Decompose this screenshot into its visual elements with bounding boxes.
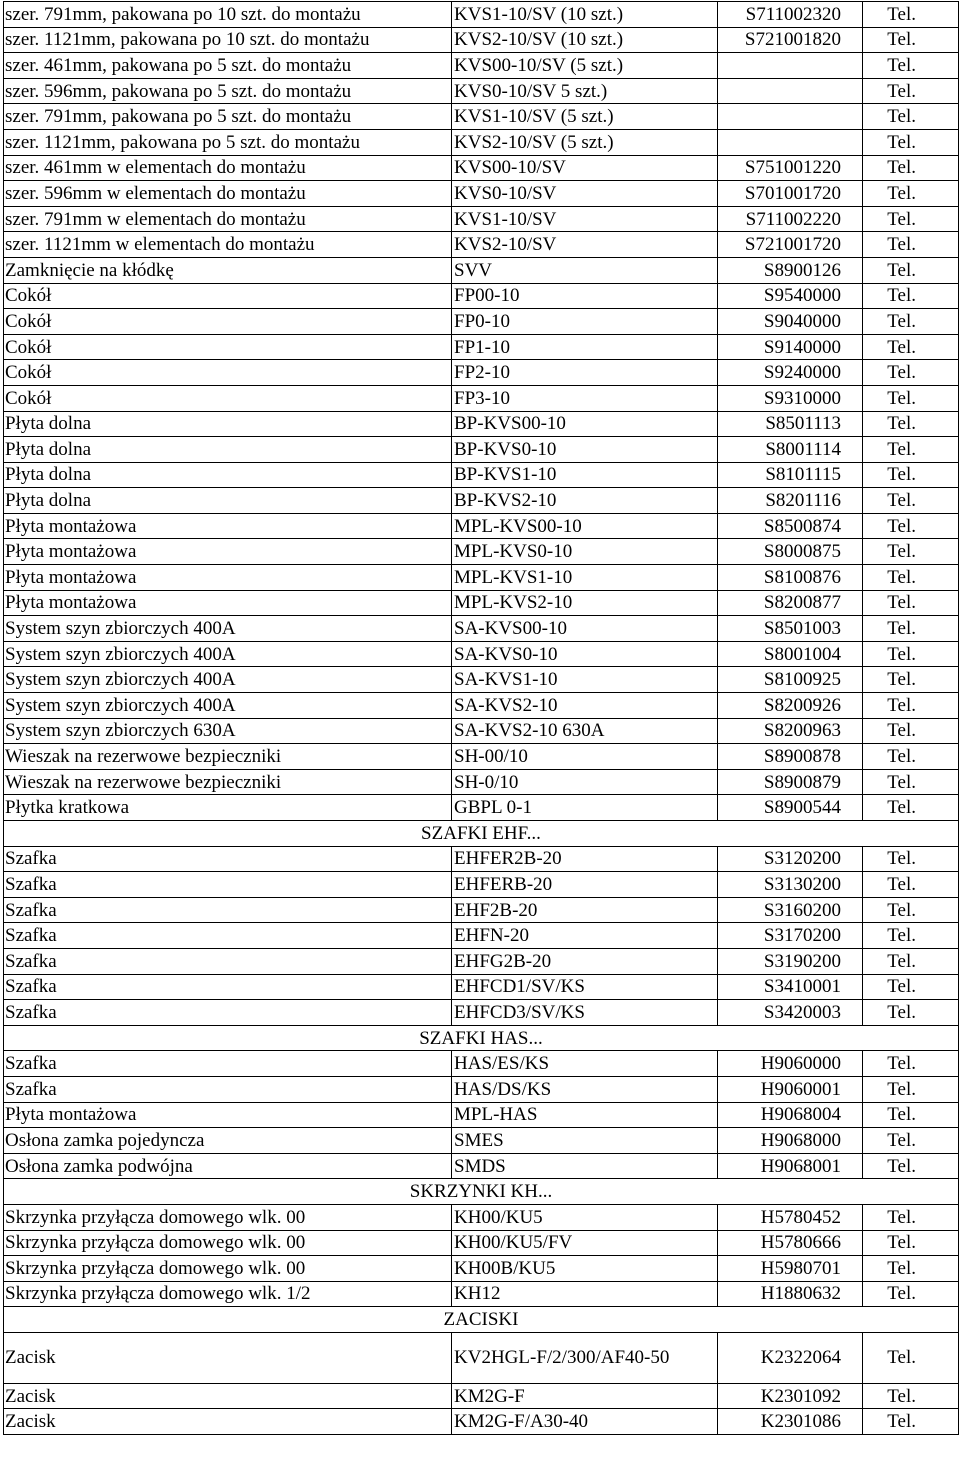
model-number-cell: FP2-10 xyxy=(452,360,718,386)
table-row xyxy=(4,27,959,53)
section-title: SKRZYNKI KH... xyxy=(4,1179,959,1205)
product-description-cell: Cokół xyxy=(4,334,452,360)
price-cell: Tel. xyxy=(863,1409,959,1435)
price-cell: Tel. xyxy=(863,769,959,795)
table-row xyxy=(4,53,959,79)
table-row xyxy=(4,923,959,949)
price-cell: Tel. xyxy=(863,1281,959,1307)
price-cell: Tel. xyxy=(863,206,959,232)
price-cell: Tel. xyxy=(863,155,959,181)
price-cell: Tel. xyxy=(863,283,959,309)
model-number-cell: SH-0/10 xyxy=(452,769,718,795)
model-number-cell: EHF2B-20 xyxy=(452,897,718,923)
table-row xyxy=(4,718,959,744)
article-code-cell: S3120200 xyxy=(718,846,863,872)
table-row xyxy=(4,897,959,923)
model-number-cell: SA-KVS2-10 630A xyxy=(452,718,718,744)
product-description-cell: Szafka xyxy=(4,1076,452,1102)
model-number-cell: SA-KVS2-10 xyxy=(452,693,718,719)
product-description-cell: Szafka xyxy=(4,1000,452,1026)
model-number-cell: KVS00-10/SV xyxy=(452,155,718,181)
table-row xyxy=(4,846,959,872)
model-number-cell: FP3-10 xyxy=(452,385,718,411)
price-cell: Tel. xyxy=(863,1153,959,1179)
product-description-cell: Osłona zamka pojedyncza xyxy=(4,1128,452,1154)
product-description-cell: Cokół xyxy=(4,385,452,411)
price-cell: Tel. xyxy=(863,872,959,898)
model-number-cell: GBPL 0-1 xyxy=(452,795,718,821)
price-cell: Tel. xyxy=(863,1000,959,1026)
table-row xyxy=(4,232,959,258)
article-code-cell: H5780452 xyxy=(718,1204,863,1230)
article-code-cell: S721001720 xyxy=(718,232,863,258)
model-number-cell: BP-KVS2-10 xyxy=(452,488,718,514)
model-number-cell: EHFERB-20 xyxy=(452,872,718,898)
product-description-cell: System szyn zbiorczych 400A xyxy=(4,616,452,642)
price-cell: Tel. xyxy=(863,437,959,463)
product-description-cell: szer. 791mm, pakowana po 5 szt. do montażu xyxy=(4,104,452,130)
product-description-cell: Szafka xyxy=(4,897,452,923)
model-number-cell: EHFN-20 xyxy=(452,923,718,949)
product-description-cell: Skrzynka przyłącza domowego wlk. 00 xyxy=(4,1204,452,1230)
table-row xyxy=(4,565,959,591)
model-number-cell: EHFCD3/SV/KS xyxy=(452,1000,718,1026)
article-code-cell: H9060000 xyxy=(718,1051,863,1077)
product-description-cell: Płyta dolna xyxy=(4,462,452,488)
model-number-cell: SA-KVS00-10 xyxy=(452,616,718,642)
article-code-cell: S8900878 xyxy=(718,744,863,770)
product-description-cell: Skrzynka przyłącza domowego wlk. 00 xyxy=(4,1256,452,1282)
article-code-cell: S8100876 xyxy=(718,565,863,591)
article-code-cell: S8200877 xyxy=(718,590,863,616)
model-number-cell: FP00-10 xyxy=(452,283,718,309)
article-code-cell: K2301092 xyxy=(718,1383,863,1409)
price-cell: Tel. xyxy=(863,718,959,744)
model-number-cell: KM2G-F/A30-40 xyxy=(452,1409,718,1435)
model-number-cell: MPL-KVS0-10 xyxy=(452,539,718,565)
table-row xyxy=(4,539,959,565)
model-number-cell: BP-KVS0-10 xyxy=(452,437,718,463)
table-row xyxy=(4,744,959,770)
table-row xyxy=(4,1128,959,1154)
model-number-cell: MPL-KVS2-10 xyxy=(452,590,718,616)
product-description-cell: Zamknięcie na kłódkę xyxy=(4,257,452,283)
model-number-cell: SMDS xyxy=(452,1153,718,1179)
section-title: SZAFKI HAS... xyxy=(4,1025,959,1051)
product-description-cell: Płyta dolna xyxy=(4,437,452,463)
model-number-cell: KVS00-10/SV (5 szt.) xyxy=(452,53,718,79)
model-number-cell: FP0-10 xyxy=(452,309,718,335)
table-row xyxy=(4,411,959,437)
article-code-cell: S8200963 xyxy=(718,718,863,744)
table-row xyxy=(4,616,959,642)
model-number-cell: KVS1-10/SV xyxy=(452,206,718,232)
model-number-cell: KVS2-10/SV xyxy=(452,232,718,258)
article-code-cell: S3130200 xyxy=(718,872,863,898)
product-description-cell: szer. 461mm, pakowana po 5 szt. do montażu xyxy=(4,53,452,79)
model-number-cell: KVS1-10/SV (5 szt.) xyxy=(452,104,718,130)
price-cell: Tel. xyxy=(863,795,959,821)
product-description-cell: Płytka kratkowa xyxy=(4,795,452,821)
price-cell: Tel. xyxy=(863,309,959,335)
model-number-cell: KH00B/KU5 xyxy=(452,1256,718,1282)
product-description-cell: Płyta montażowa xyxy=(4,565,452,591)
table-row xyxy=(4,1332,959,1383)
section-title: ZACISKI xyxy=(4,1307,959,1333)
model-number-cell: KH00/KU5 xyxy=(452,1204,718,1230)
model-number-cell: KVS1-10/SV (10 szt.) xyxy=(452,2,718,28)
price-cell: Tel. xyxy=(863,181,959,207)
price-cell: Tel. xyxy=(863,1383,959,1409)
price-cell: Tel. xyxy=(863,129,959,155)
model-number-cell: KH00/KU5/FV xyxy=(452,1230,718,1256)
article-code-cell: H9060001 xyxy=(718,1076,863,1102)
table-row xyxy=(4,795,959,821)
price-cell: Tel. xyxy=(863,513,959,539)
article-code-cell: S9240000 xyxy=(718,360,863,386)
table-row xyxy=(4,1076,959,1102)
table-row xyxy=(4,641,959,667)
price-cell: Tel. xyxy=(863,667,959,693)
table-row xyxy=(4,1230,959,1256)
product-description-cell: Szafka xyxy=(4,1051,452,1077)
table-row xyxy=(4,1409,959,1435)
article-code-cell: S8101115 xyxy=(718,462,863,488)
product-description-cell: Wieszak na rezerwowe bezpieczniki xyxy=(4,744,452,770)
product-description-cell: Szafka xyxy=(4,974,452,1000)
price-cell: Tel. xyxy=(863,462,959,488)
product-description-cell: szer. 791mm w elementach do montażu xyxy=(4,206,452,232)
price-cell: Tel. xyxy=(863,1230,959,1256)
table-row xyxy=(4,257,959,283)
price-cell: Tel. xyxy=(863,923,959,949)
price-cell: Tel. xyxy=(863,232,959,258)
price-cell: Tel. xyxy=(863,385,959,411)
model-number-cell: KVS2-10/SV (5 szt.) xyxy=(452,129,718,155)
table-row xyxy=(4,1153,959,1179)
price-cell: Tel. xyxy=(863,1076,959,1102)
article-code-cell: S9540000 xyxy=(718,283,863,309)
table-row xyxy=(4,437,959,463)
model-number-cell: MPL-KVS00-10 xyxy=(452,513,718,539)
table-row xyxy=(4,590,959,616)
table-row xyxy=(4,1281,959,1307)
price-cell: Tel. xyxy=(863,1051,959,1077)
table-row xyxy=(4,78,959,104)
product-description-cell: Szafka xyxy=(4,872,452,898)
table-row xyxy=(4,1383,959,1409)
table-row xyxy=(4,974,959,1000)
model-number-cell: KVS0-10/SV xyxy=(452,181,718,207)
article-code-cell: S8501003 xyxy=(718,616,863,642)
article-code-cell: S8001004 xyxy=(718,641,863,667)
article-code-cell: S751001220 xyxy=(718,155,863,181)
article-code-cell: H5780666 xyxy=(718,1230,863,1256)
price-cell: Tel. xyxy=(863,565,959,591)
price-cell: Tel. xyxy=(863,539,959,565)
product-description-cell: Płyta montażowa xyxy=(4,539,452,565)
product-description-cell: Szafka xyxy=(4,846,452,872)
table-row xyxy=(4,667,959,693)
table-row xyxy=(4,309,959,335)
price-cell: Tel. xyxy=(863,948,959,974)
price-cell: Tel. xyxy=(863,590,959,616)
product-description-cell: szer. 596mm w elementach do montażu xyxy=(4,181,452,207)
price-cell: Tel. xyxy=(863,616,959,642)
product-description-cell: System szyn zbiorczych 400A xyxy=(4,693,452,719)
price-cell: Tel. xyxy=(863,1128,959,1154)
price-cell: Tel. xyxy=(863,257,959,283)
article-code-cell: H9068001 xyxy=(718,1153,863,1179)
model-number-cell: FP1-10 xyxy=(452,334,718,360)
article-code-cell: S3410001 xyxy=(718,974,863,1000)
article-code-cell xyxy=(718,53,863,79)
product-description-cell: Zacisk xyxy=(4,1409,452,1435)
article-code-cell: S8200926 xyxy=(718,693,863,719)
price-cell: Tel. xyxy=(863,846,959,872)
article-code-cell: S8201116 xyxy=(718,488,863,514)
table-row xyxy=(4,104,959,130)
article-code-cell: S8001114 xyxy=(718,437,863,463)
article-code-cell: S3420003 xyxy=(718,1000,863,1026)
price-cell: Tel. xyxy=(863,641,959,667)
price-list-table xyxy=(3,1,959,1435)
model-number-cell: SA-KVS1-10 xyxy=(452,667,718,693)
article-code-cell: S3190200 xyxy=(718,948,863,974)
article-code-cell: S8000875 xyxy=(718,539,863,565)
table-row xyxy=(4,1256,959,1282)
model-number-cell: HAS/DS/KS xyxy=(452,1076,718,1102)
table-row xyxy=(4,1204,959,1230)
product-description-cell: System szyn zbiorczych 630A xyxy=(4,718,452,744)
section-header-row xyxy=(4,821,959,847)
model-number-cell: SVV xyxy=(452,257,718,283)
article-code-cell xyxy=(718,129,863,155)
table-row xyxy=(4,769,959,795)
product-description-cell: Cokół xyxy=(4,283,452,309)
article-code-cell: S8900126 xyxy=(718,257,863,283)
article-code-cell: K2322064 xyxy=(718,1332,863,1383)
table-row xyxy=(4,283,959,309)
article-code-cell: H9068000 xyxy=(718,1128,863,1154)
product-description-cell: System szyn zbiorczych 400A xyxy=(4,641,452,667)
model-number-cell: BP-KVS1-10 xyxy=(452,462,718,488)
product-description-cell: Szafka xyxy=(4,923,452,949)
model-number-cell: SA-KVS0-10 xyxy=(452,641,718,667)
table-row xyxy=(4,1051,959,1077)
table-row xyxy=(4,2,959,28)
article-code-cell: H5980701 xyxy=(718,1256,863,1282)
product-description-cell: System szyn zbiorczych 400A xyxy=(4,667,452,693)
article-code-cell: S711002320 xyxy=(718,2,863,28)
price-cell: Tel. xyxy=(863,897,959,923)
product-description-cell: Płyta montażowa xyxy=(4,590,452,616)
price-cell: Tel. xyxy=(863,1204,959,1230)
model-number-cell: EHFER2B-20 xyxy=(452,846,718,872)
product-description-cell: Cokół xyxy=(4,309,452,335)
section-header-row xyxy=(4,1307,959,1333)
model-number-cell: BP-KVS00-10 xyxy=(452,411,718,437)
product-description-cell: szer. 596mm, pakowana po 5 szt. do montażu xyxy=(4,78,452,104)
table-row xyxy=(4,693,959,719)
product-description-cell: Płyta montażowa xyxy=(4,1102,452,1128)
model-number-cell: HAS/ES/KS xyxy=(452,1051,718,1077)
product-description-cell: Zacisk xyxy=(4,1383,452,1409)
table-row xyxy=(4,513,959,539)
product-description-cell: szer. 791mm, pakowana po 10 szt. do montażu xyxy=(4,2,452,28)
price-cell: Tel. xyxy=(863,488,959,514)
article-code-cell xyxy=(718,104,863,130)
price-cell: Tel. xyxy=(863,334,959,360)
product-description-cell: Skrzynka przyłącza domowego wlk. 1/2 xyxy=(4,1281,452,1307)
price-cell: Tel. xyxy=(863,1256,959,1282)
product-description-cell: Płyta dolna xyxy=(4,488,452,514)
model-number-cell: MPL-KVS1-10 xyxy=(452,565,718,591)
article-code-cell: S9040000 xyxy=(718,309,863,335)
price-cell: Tel. xyxy=(863,411,959,437)
product-description-cell: Płyta dolna xyxy=(4,411,452,437)
table-row xyxy=(4,206,959,232)
article-code-cell: S711002220 xyxy=(718,206,863,232)
product-description-cell: szer. 1121mm, pakowana po 5 szt. do montażu xyxy=(4,129,452,155)
article-code-cell: H9068004 xyxy=(718,1102,863,1128)
product-description-cell: Osłona zamka podwójna xyxy=(4,1153,452,1179)
table-row xyxy=(4,334,959,360)
article-code-cell: S8500874 xyxy=(718,513,863,539)
article-code-cell: K2301086 xyxy=(718,1409,863,1435)
model-number-cell: KM2G-F xyxy=(452,1383,718,1409)
table-row xyxy=(4,462,959,488)
model-number-cell: KH12 xyxy=(452,1281,718,1307)
model-number-cell: EHFCD1/SV/KS xyxy=(452,974,718,1000)
model-number-cell: KVS2-10/SV (10 szt.) xyxy=(452,27,718,53)
product-description-cell: Zacisk xyxy=(4,1332,452,1383)
article-code-cell: S721001820 xyxy=(718,27,863,53)
article-code-cell: S701001720 xyxy=(718,181,863,207)
product-description-cell: szer. 1121mm, pakowana po 10 szt. do montażu xyxy=(4,27,452,53)
price-cell: Tel. xyxy=(863,2,959,28)
price-cell: Tel. xyxy=(863,1332,959,1383)
product-description-cell: szer. 461mm w elementach do montażu xyxy=(4,155,452,181)
article-code-cell: S8100925 xyxy=(718,667,863,693)
section-header-row xyxy=(4,1179,959,1205)
price-cell: Tel. xyxy=(863,78,959,104)
article-code-cell: S3160200 xyxy=(718,897,863,923)
price-cell: Tel. xyxy=(863,104,959,130)
table-row xyxy=(4,872,959,898)
price-cell: Tel. xyxy=(863,1102,959,1128)
section-header-row xyxy=(4,1025,959,1051)
product-description-cell: Płyta montażowa xyxy=(4,513,452,539)
product-description-cell: Szafka xyxy=(4,948,452,974)
product-description-cell: szer. 1121mm w elementach do montażu xyxy=(4,232,452,258)
price-cell: Tel. xyxy=(863,693,959,719)
table-row xyxy=(4,155,959,181)
price-cell: Tel. xyxy=(863,360,959,386)
article-code-cell: S8900544 xyxy=(718,795,863,821)
price-cell: Tel. xyxy=(863,27,959,53)
model-number-cell: EHFG2B-20 xyxy=(452,948,718,974)
article-code-cell: S8900879 xyxy=(718,769,863,795)
table-row xyxy=(4,360,959,386)
model-number-cell: SMES xyxy=(452,1128,718,1154)
price-cell: Tel. xyxy=(863,974,959,1000)
table-row xyxy=(4,1000,959,1026)
table-row xyxy=(4,948,959,974)
table-row xyxy=(4,1102,959,1128)
model-number-cell: KVS0-10/SV 5 szt.) xyxy=(452,78,718,104)
table-row xyxy=(4,385,959,411)
section-title: SZAFKI EHF... xyxy=(4,821,959,847)
product-description-cell: Wieszak na rezerwowe bezpieczniki xyxy=(4,769,452,795)
model-number-cell: MPL-HAS xyxy=(452,1102,718,1128)
article-code-cell: S8501113 xyxy=(718,411,863,437)
article-code-cell: S3170200 xyxy=(718,923,863,949)
product-description-cell: Cokół xyxy=(4,360,452,386)
table-row xyxy=(4,129,959,155)
article-code-cell: H1880632 xyxy=(718,1281,863,1307)
price-list-body xyxy=(4,2,959,1435)
article-code-cell: S9140000 xyxy=(718,334,863,360)
article-code-cell xyxy=(718,78,863,104)
price-cell: Tel. xyxy=(863,744,959,770)
table-row xyxy=(4,181,959,207)
model-number-cell: SH-00/10 xyxy=(452,744,718,770)
article-code-cell: S9310000 xyxy=(718,385,863,411)
table-row xyxy=(4,488,959,514)
price-cell: Tel. xyxy=(863,53,959,79)
model-number-cell: KV2HGL-F/2/300/AF40-50 xyxy=(452,1332,718,1383)
product-description-cell: Skrzynka przyłącza domowego wlk. 00 xyxy=(4,1230,452,1256)
